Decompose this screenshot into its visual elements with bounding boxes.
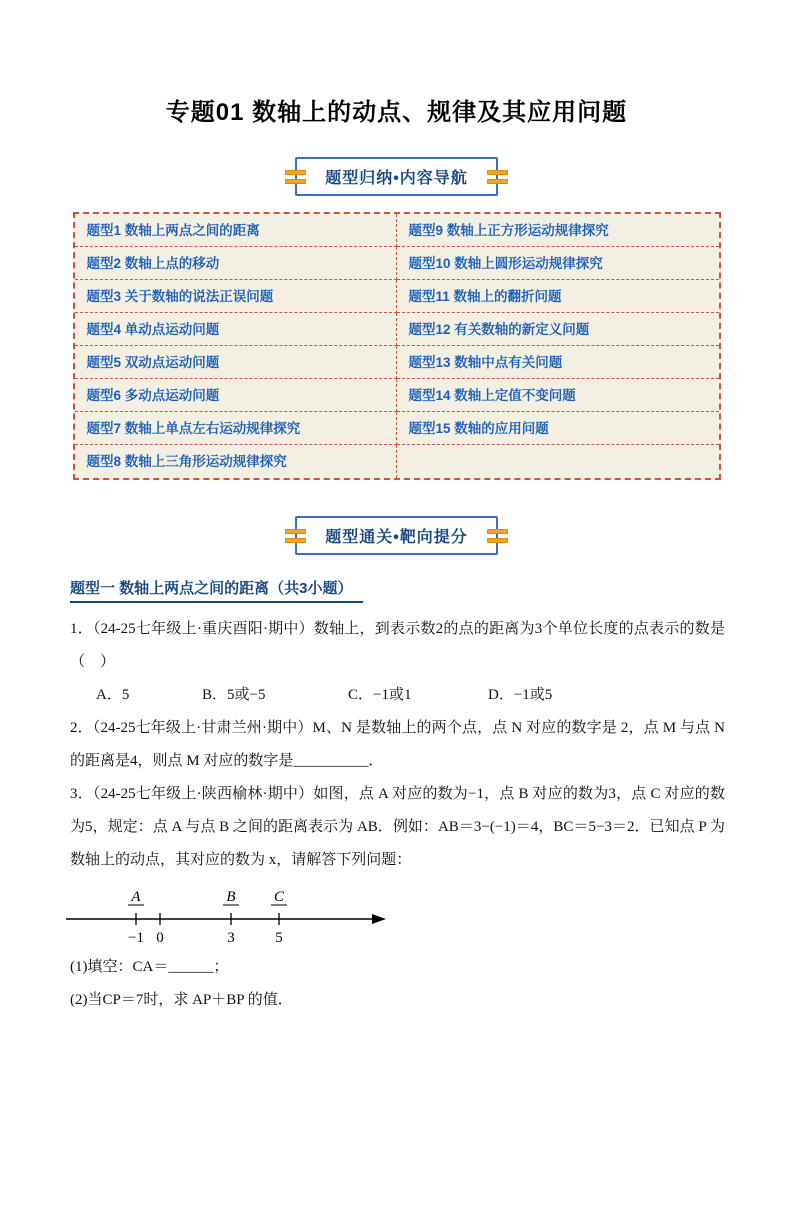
topic-cell-empty <box>397 445 719 478</box>
option-a: A．5 <box>96 687 130 703</box>
topic-cell: 题型1 数轴上两点之间的距离 <box>75 214 397 247</box>
number-line-figure <box>64 885 464 947</box>
question-3-sub1: (1)填空：CA＝______； <box>70 959 229 975</box>
topic-cell: 题型9 数轴上正方形运动规律探究 <box>397 214 719 247</box>
tick-label-3: 3 <box>227 930 235 946</box>
banner-practice <box>295 516 498 555</box>
topic-cell: 题型14 数轴上定值不变问题 <box>397 379 719 412</box>
banner-practice-row <box>0 516 793 555</box>
topic-cell: 题型8 数轴上三角形运动规律探究 <box>75 445 397 478</box>
point-label-B: B <box>226 889 236 905</box>
option-c: C．−1或1 <box>348 687 412 703</box>
topic-cell: 题型6 多动点运动问题 <box>75 379 397 412</box>
question-3-sub2: (2)当CP＝7时，求 AP＋BP 的值． <box>70 992 293 1008</box>
topic-cell: 题型13 数轴中点有关问题 <box>397 346 719 379</box>
option-d: D．−1或5 <box>488 687 553 703</box>
question-3-text: 3．（24-25七年级上·陕西榆林·期中）如图，点 A 对应的数为−1，点 B 对应的数为3，点 C 对应的数为5，规定：点 A 与点 B 之间的距离表示为 AB．例如：AB＝3−(−1)＝4，BC＝5−3＝2．已知点 P 为数轴上的动点，其对应的数为 x，请解答下列问题： <box>70 786 725 868</box>
orange-bars-icon <box>285 529 306 543</box>
tick-label-minus1: −1 <box>128 930 144 946</box>
question-1-options <box>96 679 725 712</box>
banner-nav <box>295 157 498 196</box>
questions-section <box>70 577 725 1017</box>
tick-label-0: 0 <box>156 930 164 946</box>
topic-cell: 题型3 关于数轴的说法正误问题 <box>75 280 397 313</box>
topic-cell: 题型2 数轴上点的移动 <box>75 247 397 280</box>
banner-practice-label: 题型通关•靶向提分 <box>325 529 468 546</box>
topic-cell: 题型7 数轴上单点左右运动规律探究 <box>75 412 397 445</box>
section-heading: 题型一 数轴上两点之间的距离（共3小题） <box>70 577 363 603</box>
number-line-arrow-icon <box>372 914 386 924</box>
option-b: B．5或−5 <box>202 687 266 703</box>
question-2-text: 2．（24-25七年级上·甘肃兰州·期中）M、N 是数轴上的两个点，点 N 对应的数字是 2，点 M 与点 N 的距离是4，则点 M 对应的数字是__________． <box>70 720 725 769</box>
topic-cell: 题型15 数轴的应用问题 <box>397 412 719 445</box>
page-title: 专题01 数轴上的动点、规律及其应用问题 <box>165 99 628 126</box>
point-label-A: A <box>131 889 141 905</box>
topics-table <box>73 212 721 480</box>
topic-cell: 题型11 数轴上的翻折问题 <box>397 280 719 313</box>
banner-nav-label: 题型归纳•内容导航 <box>325 170 468 187</box>
topic-cell: 题型12 有关数轴的新定义问题 <box>397 313 719 346</box>
banner-nav-row <box>0 157 793 196</box>
topic-cell: 题型4 单动点运动问题 <box>75 313 397 346</box>
question-1-text: 1．（24-25七年级上·重庆酉阳·期中）数轴上，到表示数2的点的距离为3个单位长度的点表示的数是（ ） <box>70 621 725 670</box>
orange-bars-icon <box>285 170 306 184</box>
topic-cell: 题型5 双动点运动问题 <box>75 346 397 379</box>
orange-bars-icon <box>487 529 508 543</box>
tick-label-5: 5 <box>275 930 283 946</box>
orange-bars-icon <box>487 170 508 184</box>
point-label-C: C <box>273 889 285 905</box>
topic-cell: 题型10 数轴上圆形运动规律探究 <box>397 247 719 280</box>
